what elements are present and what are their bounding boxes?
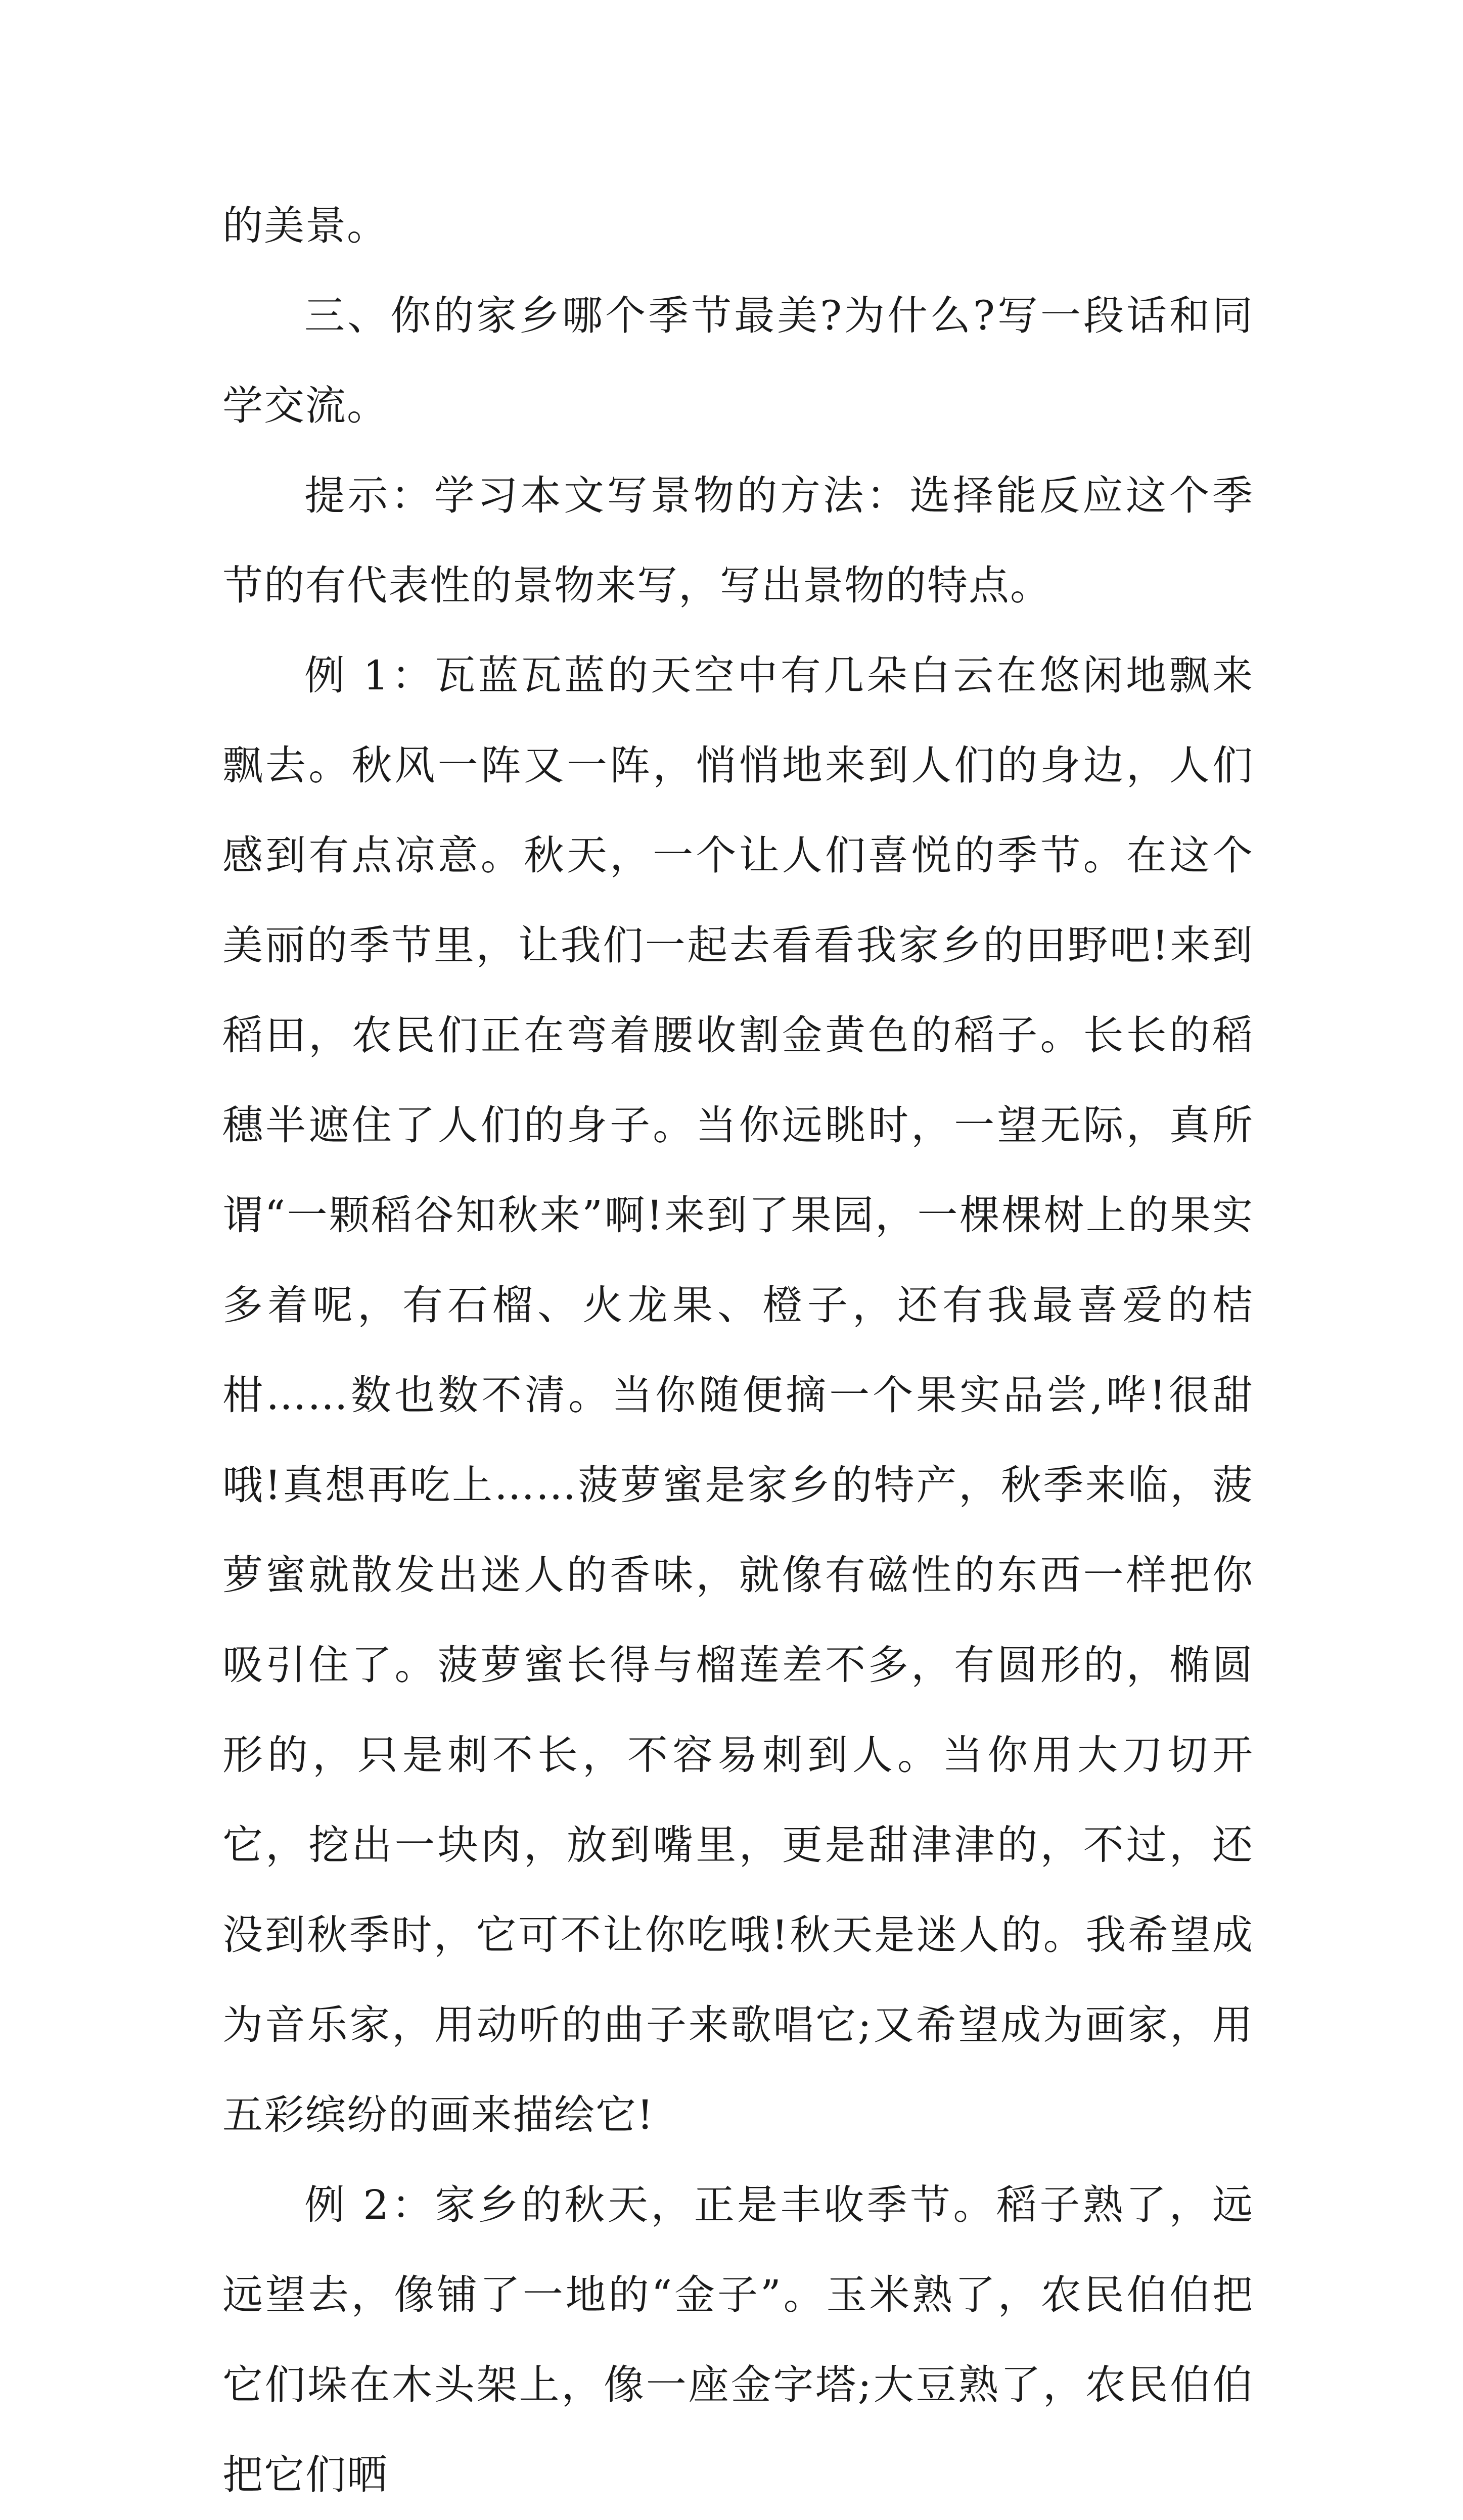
paragraph-example-two: 例 2：家乡的秋天，正是丰收季节。稻子熟了，远远望去，像铺了一地的“金子”。玉米熟了，农民伯伯把它们垛在木头架上，像一座金字塔;大豆熟了，农民伯伯把它们晒 — [222, 2181, 1254, 2498]
paragraph-example-one: 例 1：瓦蓝瓦蓝的天空中有几朵白云在悠闲地飘来飘去。秋风一阵又一阵，悄悄地来到人们的身边，人们感到有点凉意。秋天，一个让人们喜悦的季节。在这个美丽的季节里，让我们一起去看看我家乡的田野吧!来到稻田，农民们正在弯着腰收割金黄色的稻子。长长的稻穗半遮住了人们的身子。当你远眺时，一望无际，真所谓“一颗稻谷知秋来”啊!来到了果园，一棵棵树上的果实多着呢，有石榴、火龙果、橙子，还有我最喜爱的桔柑……数也数不清。当你随便摘一个果实品尝,哗!很甜哦!真想再吃上……菠萝蜜是家乡的特产，秋季来临，菠萝蜜就散发出迷人的香味，就像有磁性的东西一样把你吸引住了。菠萝蜜长得与榴莲差不多，有圆形的，椭圆形的，只是刺不长，不容易刺到人。当你用大刀切开它，挖出一块肉，放到嘴里，更是甜津津的，不过，还没到秋季时，它可不让你吃哦!秋天是迷人的。我希望成为音乐家，用动听的曲子来歌唱它;又希望成为画家，用五彩缤纷的画来描绘它! — [222, 652, 1254, 2138]
paragraph-question-three: 三、你的家乡哪个季节最美?为什么?写一段话和同学交流。 — [222, 292, 1254, 429]
paragraph-continuation: 的美景。 — [222, 202, 388, 249]
document-body — [222, 181, 1254, 2520]
paragraph-hint: 提示：学习本文写景物的方法：选择能反应这个季节的有代表性的景物来写，写出景物的特点。 — [222, 472, 1254, 609]
